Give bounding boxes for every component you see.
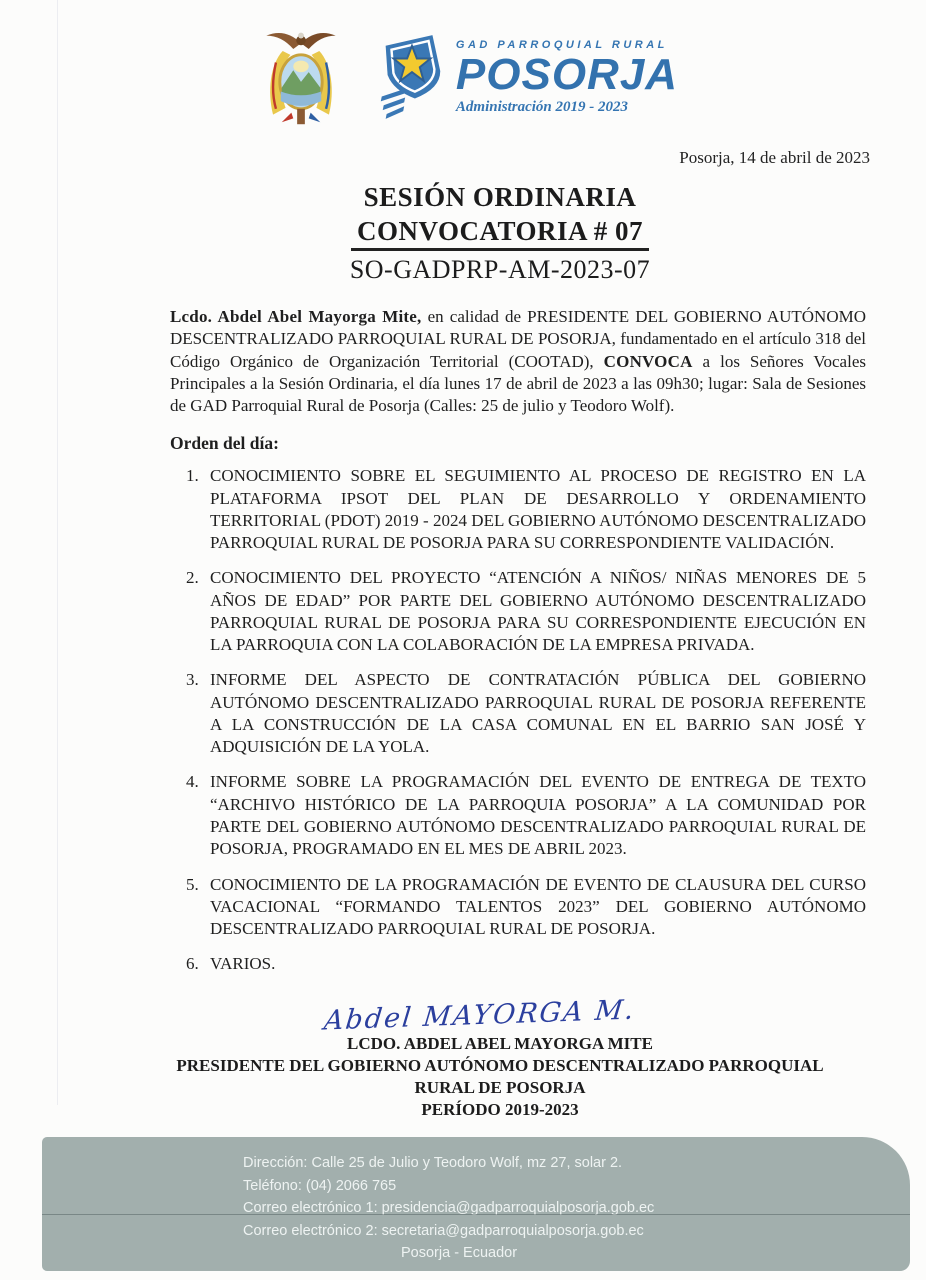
agenda-list bbox=[170, 465, 866, 975]
ecuador-coat-of-arms-icon bbox=[248, 24, 354, 130]
logo-subtitle-label: Administración 2019 - 2023 bbox=[455, 98, 629, 115]
footer-scan-line bbox=[42, 1214, 910, 1215]
footer-address: Dirección: Calle 25 de Julio y Teodoro Wolf, mz 27, solar 2. bbox=[243, 1155, 623, 1171]
intro-lead-bold: Lcdo. Abdel Abel Mayorga Mite, bbox=[170, 307, 422, 326]
logo-name-label: POSORJA bbox=[455, 49, 679, 99]
footer-location: Posorja - Ecuador bbox=[401, 1245, 518, 1262]
document-header bbox=[0, 24, 926, 130]
intro-text-2: a los Señores Vocales Principales a la Sesión Ordinaria, el día lunes 17 de abril de 2023 a las 09h30; lugar: Sala de Sesiones de GAD Parroquial Rural de Posorja (Calles: 25 de julio y Teodoro Wolf). bbox=[170, 351, 866, 416]
document-title-block bbox=[150, 182, 850, 285]
signer-period: PERÍODO 2019-2023 bbox=[421, 1100, 579, 1120]
logo-top-label: GAD PARROQUIAL RURAL bbox=[455, 38, 668, 51]
agenda-item-2: 2. CONOCIMIENTO DEL PROYECTO “ATENCIÓN A NIÑOS/ NIÑAS MENORES DE 5 AÑOS DE EDAD” POR PARTE DEL GOBIERNO AUTÓNOMO DESCENTRALIZADO PARROQUIAL RURAL DE POSORJA PARA SU CORRESPONDIENTE EJECUCIÓN EN LA PARROQUIA CON LA COLABORACIÓN DE LA EMPRESA PRIVADA. bbox=[203, 567, 866, 656]
title-convocatoria: CONVOCATORIA # 07 bbox=[351, 216, 649, 251]
posorja-gad-logo bbox=[372, 31, 678, 123]
footer-email-2: Correo electrónico 2: secretaria@gadparroquialposorja.gob.ec bbox=[243, 1222, 644, 1239]
agenda-item-4: 4. INFORME SOBRE LA PROGRAMACIÓN DEL EVENTO DE ENTREGA DE TEXTO “ARCHIVO HISTÓRICO DE LA PARROQUIA POSORJA” A LA COMUNIDAD POR PARTE DEL GOBIERNO AUTÓNOMO DESCENTRALIZADO PARROQUIAL RURAL DE POSORJA, PROGRAMADO EN EL MES DE ABRIL 2023. bbox=[203, 771, 866, 860]
title-session: SESIÓN ORDINARIA bbox=[363, 182, 637, 212]
posorja-logo-text bbox=[456, 40, 678, 115]
intro-text-1: en calidad de PRESIDENTE DEL GOBIERNO AUTÓNOMO DESCENTRALIZADO PARROQUIAL RURAL DE POSORJA, fundamentado en el artículo 318 del Código Orgánico de Organización Territorial (COOTAD), bbox=[170, 307, 866, 371]
title-code: SO-GADPRP-AM-2023-07 bbox=[349, 255, 651, 284]
intro-paragraph bbox=[170, 306, 866, 417]
agenda-item-1: 1. CONOCIMIENTO SOBRE EL SEGUIMIENTO AL PROCESO DE REGISTRO EN LA PLATAFORMA IPSOT DEL PLAN DE DESARROLLO Y ORDENAMIENTO TERRITORIAL (PDOT) 2019 - 2024 DEL GOBIERNO AUTÓNOMO DESCENTRALIZADO PARROQUIAL RURAL DE POSORJA PARA SU CORRESPONDIENTE VALIDACIÓN. bbox=[203, 465, 866, 554]
signer-title-line2: RURAL DE POSORJA bbox=[414, 1078, 586, 1098]
handwritten-signature: Abdel MAYORGA M. bbox=[322, 994, 638, 1037]
footer-phone: Teléfono: (04) 2066 765 bbox=[243, 1177, 397, 1194]
posorja-shield-icon bbox=[372, 31, 450, 123]
date-line: Posorja, 14 de abril de 2023 bbox=[679, 148, 870, 167]
scan-crease-line bbox=[57, 0, 58, 1105]
signer-title-line1: PRESIDENTE DEL GOBIERNO AUTÓNOMO DESCENTRALIZADO PARROQUIAL bbox=[176, 1056, 824, 1076]
signature-block bbox=[110, 994, 890, 1121]
agenda-item-3: 3. INFORME DEL ASPECTO DE CONTRATACIÓN PÚBLICA DEL GOBIERNO AUTÓNOMO DESCENTRALIZADO PARROQUIAL RURAL DE POSORJA REFERENTE A LA CONSTRUCCIÓN DE LA CASA COMUNAL EN EL BARRIO SAN JOSÉ Y ADQUISICIÓN DE LA YOLA. bbox=[203, 669, 866, 758]
agenda-item-5: 5. CONOCIMIENTO DE LA PROGRAMACIÓN DE EVENTO DE CLAUSURA DEL CURSO VACACIONAL “FORMANDO TALENTOS 2023” DEL GOBIERNO AUTÓNOMO DESCENTRALIZADO PARROQUIAL RURAL DE POSORJA. bbox=[203, 874, 866, 941]
agenda-heading: Orden del día: bbox=[170, 433, 279, 454]
footer-band bbox=[42, 1137, 910, 1271]
intro-convoca-bold: CONVOCA bbox=[603, 351, 693, 371]
document-body bbox=[170, 306, 866, 989]
signer-name: LCDO. ABDEL ABEL MAYORGA MITE bbox=[347, 1034, 653, 1053]
agenda-item-6: 6. VARIOS. bbox=[203, 953, 866, 975]
footer-email-1: Correo electrónico 1: presidencia@gadparroquialposorja.gob.ec bbox=[243, 1200, 655, 1217]
